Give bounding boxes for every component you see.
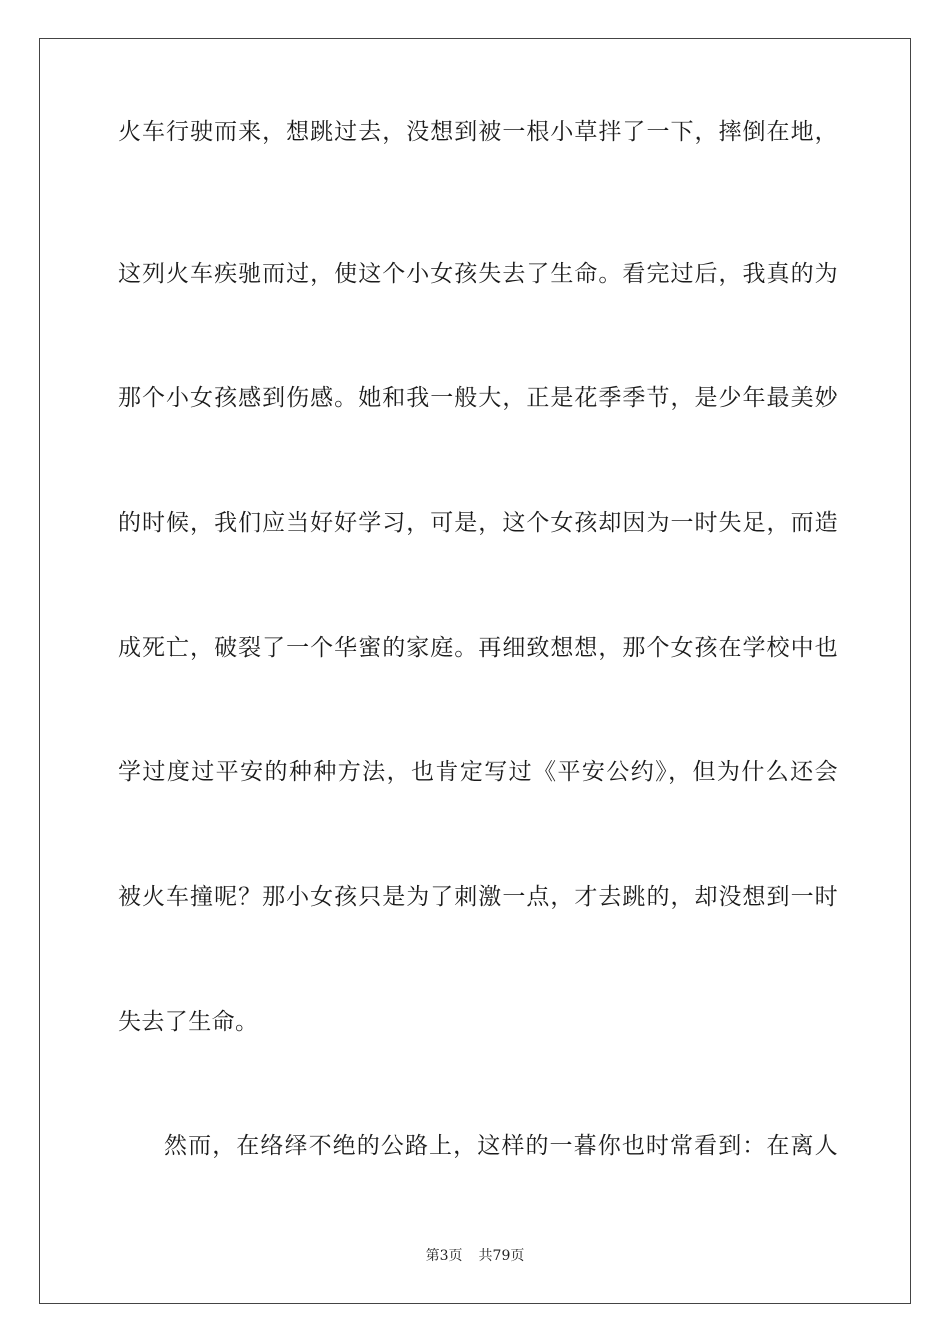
- page-number: 第3页: [425, 1248, 463, 1264]
- paragraph-start: 然而，在络绎不绝的公路上，这样的一暮你也时常看到：在离人: [164, 1133, 838, 1159]
- body-line: 被火车撞呢？那小女孩只是为了刺激一点，才去跳的，却没想到一时: [118, 884, 838, 910]
- body-line: 学过度过平安的种种方法，也肯定写过《平安公约》，但为什么还会: [118, 759, 838, 785]
- page-border: [39, 38, 911, 1304]
- page-footer: [0, 1247, 950, 1265]
- body-line: 成死亡，破裂了一个华蜜的家庭。再细致想想，那个女孩在学校中也: [118, 635, 838, 661]
- page-total: 共79页: [478, 1248, 525, 1264]
- body-line: 的时候，我们应当好好学习，可是，这个女孩却因为一时失足，而造: [118, 510, 838, 536]
- body-line: 那个小女孩感到伤感。她和我一般大，正是花季季节，是少年最美妙: [118, 385, 838, 411]
- body-line: 这列火车疾驰而过，使这个小女孩失去了生命。看完过后，我真的为: [118, 261, 838, 287]
- body-line: 火车行驶而来，想跳过去，没想到被一根小草拌了一下，摔倒在地，: [118, 119, 838, 145]
- body-line-last: 失去了生命。: [118, 1009, 259, 1035]
